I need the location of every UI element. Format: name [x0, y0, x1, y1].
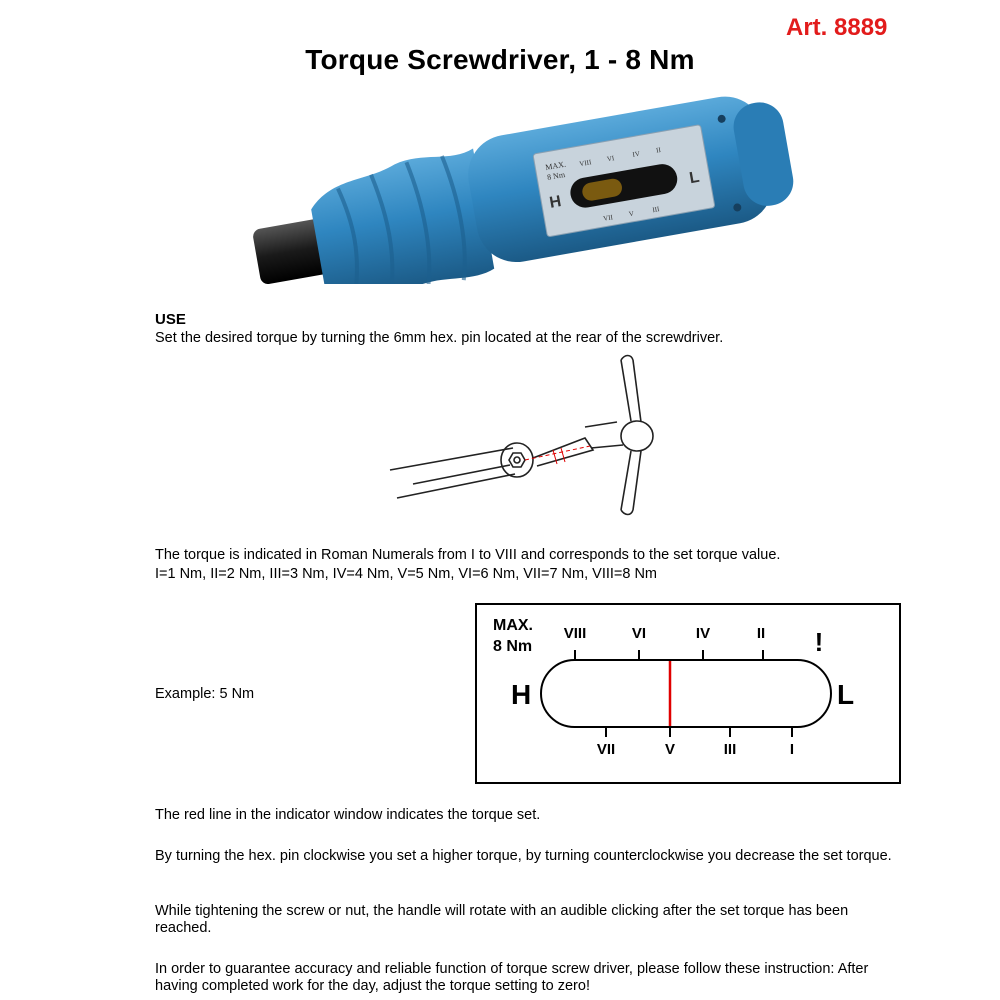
note-clicking: While tightening the screw or nut, the handle will rotate with an audible clicking after the set torque has been reached. — [155, 903, 849, 936]
nm-label: 8 Nm — [493, 638, 533, 655]
torque-info-line2: I=1 Nm, II=2 Nm, III=3 Nm, IV=4 Nm, V=5 Nm, VI=6 Nm, VII=7 Nm, VIII=8 Nm — [155, 566, 658, 582]
use-instruction: Set the desired torque by turning the 6mm hex. pin located at the rear of the screwdriver. — [155, 330, 724, 346]
note-accuracy: In order to guarantee accuracy and reliable function of torque screw driver, please follow these instruction: After having completed work for the day, adjust the torque setting to zero! — [155, 961, 869, 994]
window-top-numeral: VIII — [578, 158, 592, 169]
page-title: Torque Screwdriver, 1 - 8 Nm — [305, 44, 695, 75]
use-heading: USE — [155, 311, 186, 328]
torque-info-line1: The torque is indicated in Roman Numerals from I to VIII and corresponds to the set torque value. — [155, 547, 781, 563]
article-number: Art. 8889 — [786, 14, 888, 41]
window-bottom-numeral: V — [628, 209, 635, 219]
window-bottom-numeral: VII — [602, 213, 614, 223]
top-numeral: IV — [695, 625, 711, 642]
hex-key-illustration — [385, 352, 665, 537]
window-bottom-numeral: III — [651, 205, 661, 215]
top-numeral: VI — [631, 625, 647, 642]
high-label: H — [511, 679, 532, 710]
window-top-numeral: IV — [631, 149, 641, 159]
warning-mark: ! — [814, 627, 824, 657]
window-high-label: H — [548, 193, 563, 212]
note-red-line: The red line in the indicator window indicates the torque set. — [155, 807, 541, 823]
bottom-numeral: I — [789, 741, 795, 758]
window-top-numeral: VI — [606, 154, 615, 164]
window-max-label: MAX. — [544, 159, 567, 173]
top-numeral: II — [756, 625, 766, 642]
window-low-label: L — [688, 168, 701, 188]
low-label: L — [837, 679, 855, 710]
bottom-numeral: V — [664, 741, 676, 758]
max-label: MAX. — [493, 617, 533, 634]
window-nm-label: 8 Nm — [546, 169, 566, 182]
top-numeral: VIII — [563, 625, 587, 642]
note-turning: By turning the hex. pin clockwise you set a higher torque, by turning counterclockwise you decrease the set torque. — [155, 848, 892, 864]
indicator-window-diagram — [475, 603, 901, 784]
example-label: Example: 5 Nm — [155, 686, 255, 702]
bottom-numeral: VII — [596, 741, 616, 758]
torque-screwdriver-image — [240, 84, 810, 284]
window-top-numeral: II — [655, 145, 662, 155]
indicator-slot — [541, 660, 831, 727]
bottom-numeral: III — [723, 741, 737, 758]
